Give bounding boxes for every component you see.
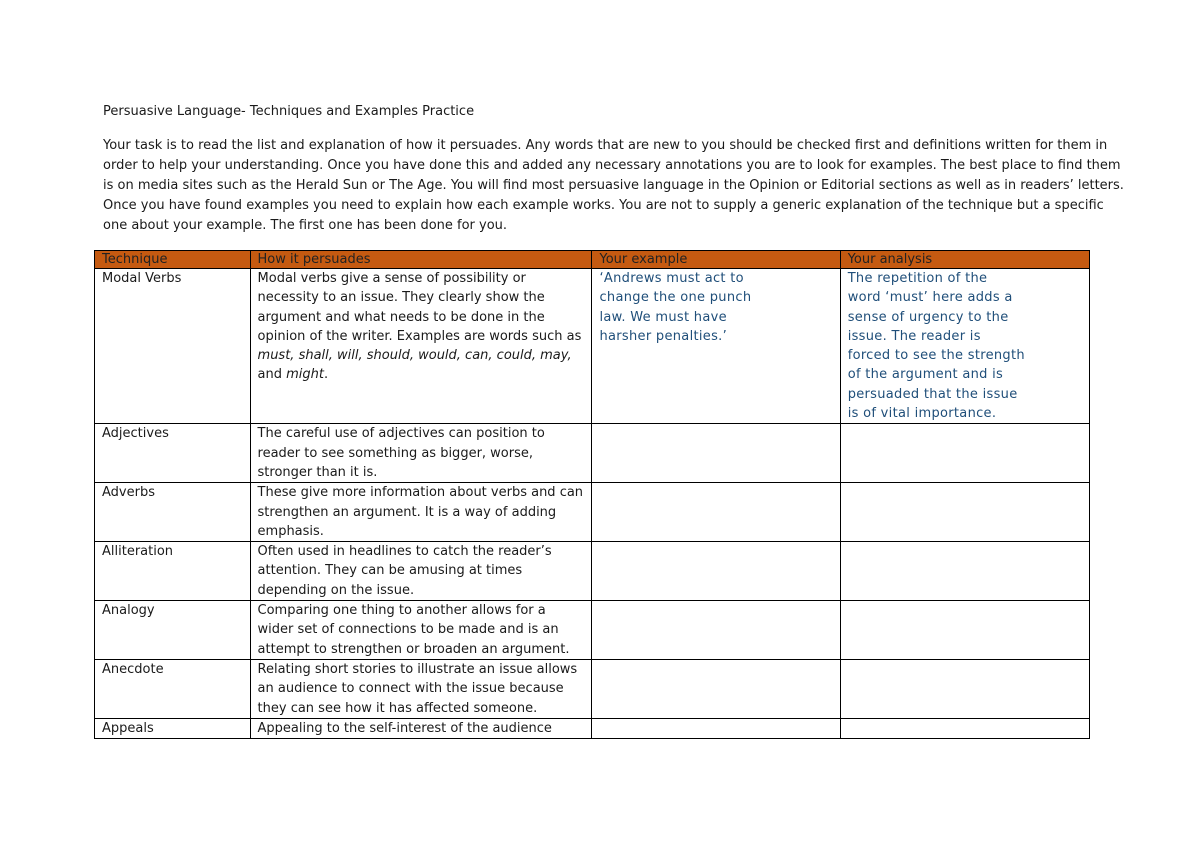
your-example-cell[interactable]	[592, 483, 840, 542]
cell-line: opinion of the writer. Examples are words such as	[257, 328, 582, 344]
table-row	[95, 269, 1090, 424]
your-example-cell[interactable]	[592, 424, 840, 483]
header-technique: Technique	[95, 251, 251, 269]
technique-cell: Modal Verbs	[95, 269, 251, 424]
cell-line: Appealing to the self-interest of the audience	[257, 720, 552, 736]
document-title: Persuasive Language- Techniques and Examples Practice	[103, 104, 475, 119]
period: .	[324, 367, 329, 383]
cell-line: stronger than it is.	[257, 464, 378, 480]
analysis-line: of the argument and is	[847, 367, 1004, 383]
cell-line: argument and what needs to be done in the	[257, 309, 545, 325]
cell-line: an audience to connect with the issue because	[257, 681, 564, 697]
your-example-cell[interactable]	[592, 718, 840, 738]
cell-line: attempt to strengthen or broaden an argument.	[257, 641, 570, 657]
table-row	[95, 659, 1090, 718]
cell-line: Relating short stories to illustrate an issue allows	[257, 661, 578, 677]
analysis-line: forced to see the strength	[847, 348, 1025, 364]
how-it-persuades-cell	[250, 424, 592, 483]
cell-line: depending on the issue.	[257, 582, 415, 598]
instructions-line: one about your example. The first one has been done for you.	[103, 218, 508, 233]
your-analysis-cell[interactable]	[840, 424, 1089, 483]
your-example-cell[interactable]	[592, 542, 840, 601]
header-your-example: Your example	[592, 251, 840, 269]
analysis-line: The repetition of the	[847, 271, 988, 286]
table-row	[95, 601, 1090, 660]
how-it-persuades-cell	[250, 483, 592, 542]
cell-line: Comparing one thing to another allows for a	[257, 603, 546, 619]
table-row	[95, 483, 1090, 542]
modal-verbs-list: must, shall, will, should, would, can, could, may,	[257, 348, 572, 364]
header-how-it-persuades: How it persuades	[250, 251, 592, 269]
technique-cell: Analogy	[95, 601, 251, 660]
instructions-line: Once you have found examples you need to explain how each example works. You are not to supply a generic explanation of the technique but a specific	[103, 198, 1104, 213]
how-it-persuades-cell	[250, 659, 592, 718]
cell-line: Often used in headlines to catch the reader’s	[257, 544, 552, 560]
instructions-line: is on media sites such as the Herald Sun or The Age. You will find most persuasive language in the Opinion or Editorial sections as well as in readers’ letters.	[103, 178, 1124, 193]
table-row	[95, 542, 1090, 601]
your-example-cell[interactable]	[592, 269, 840, 424]
technique-cell: Anecdote	[95, 659, 251, 718]
how-it-persuades-cell	[250, 601, 592, 660]
instructions-line: Your task is to read the list and explanation of how it persuades. Any words that are new to you should be checked first and definitions written for them in	[103, 138, 1108, 153]
your-example-cell[interactable]	[592, 601, 840, 660]
your-analysis-cell[interactable]	[840, 601, 1089, 660]
your-analysis-cell[interactable]	[840, 269, 1089, 424]
cell-line: wider set of connections to be made and is an	[257, 622, 559, 638]
your-analysis-cell[interactable]	[840, 659, 1089, 718]
example-line: change the one punch	[599, 290, 752, 306]
example-line: ‘Andrews must act to	[599, 271, 744, 286]
might-word: might	[286, 367, 325, 383]
example-line: law. We must have	[599, 309, 727, 325]
cell-line: The careful use of adjectives can position to	[257, 426, 545, 442]
technique-cell: Adjectives	[95, 424, 251, 483]
technique-cell: Alliteration	[95, 542, 251, 601]
table-row	[95, 424, 1090, 483]
cell-line	[258, 346, 585, 365]
your-analysis-cell[interactable]	[840, 483, 1089, 542]
your-example-cell[interactable]	[592, 659, 840, 718]
cell-line: they can see how it has affected someone.	[257, 700, 538, 716]
how-it-persuades-cell	[250, 269, 592, 424]
techniques-table	[94, 250, 1090, 739]
technique-cell: Adverbs	[95, 483, 251, 542]
instructions-paragraph	[103, 136, 1124, 236]
technique-cell: Appeals	[95, 718, 251, 738]
your-analysis-cell[interactable]	[840, 718, 1089, 738]
and-word: and	[257, 367, 282, 383]
how-it-persuades-cell	[250, 718, 592, 738]
cell-line: strengthen an argument. It is a way of adding	[257, 504, 557, 520]
header-your-analysis: Your analysis	[840, 251, 1089, 269]
analysis-line: is of vital importance.	[847, 406, 997, 422]
analysis-line: word ‘must’ here adds a	[847, 290, 1013, 306]
table-row	[95, 718, 1090, 738]
your-analysis-cell[interactable]	[840, 542, 1089, 601]
cell-line: emphasis.	[257, 523, 324, 539]
how-it-persuades-cell	[250, 542, 592, 601]
analysis-line: issue. The reader is	[847, 328, 981, 344]
cell-line: attention. They can be amusing at times	[257, 563, 523, 579]
cell-line: reader to see something as bigger, worse,	[257, 445, 534, 461]
cell-line: These give more information about verbs and can	[257, 485, 584, 501]
cell-line: Modal verbs give a sense of possibility or	[257, 271, 526, 286]
table-header-row	[95, 251, 1090, 269]
cell-line	[258, 365, 585, 384]
cell-line: necessity to an issue. They clearly show the	[257, 290, 545, 306]
analysis-line: sense of urgency to the	[847, 309, 1009, 325]
instructions-line: order to help your understanding. Once you have done this and added any necessary annotations you are to look for examples. The best place to find them	[103, 158, 1121, 173]
example-line: harsher penalties.’	[599, 328, 728, 344]
analysis-line: persuaded that the issue	[847, 386, 1018, 402]
